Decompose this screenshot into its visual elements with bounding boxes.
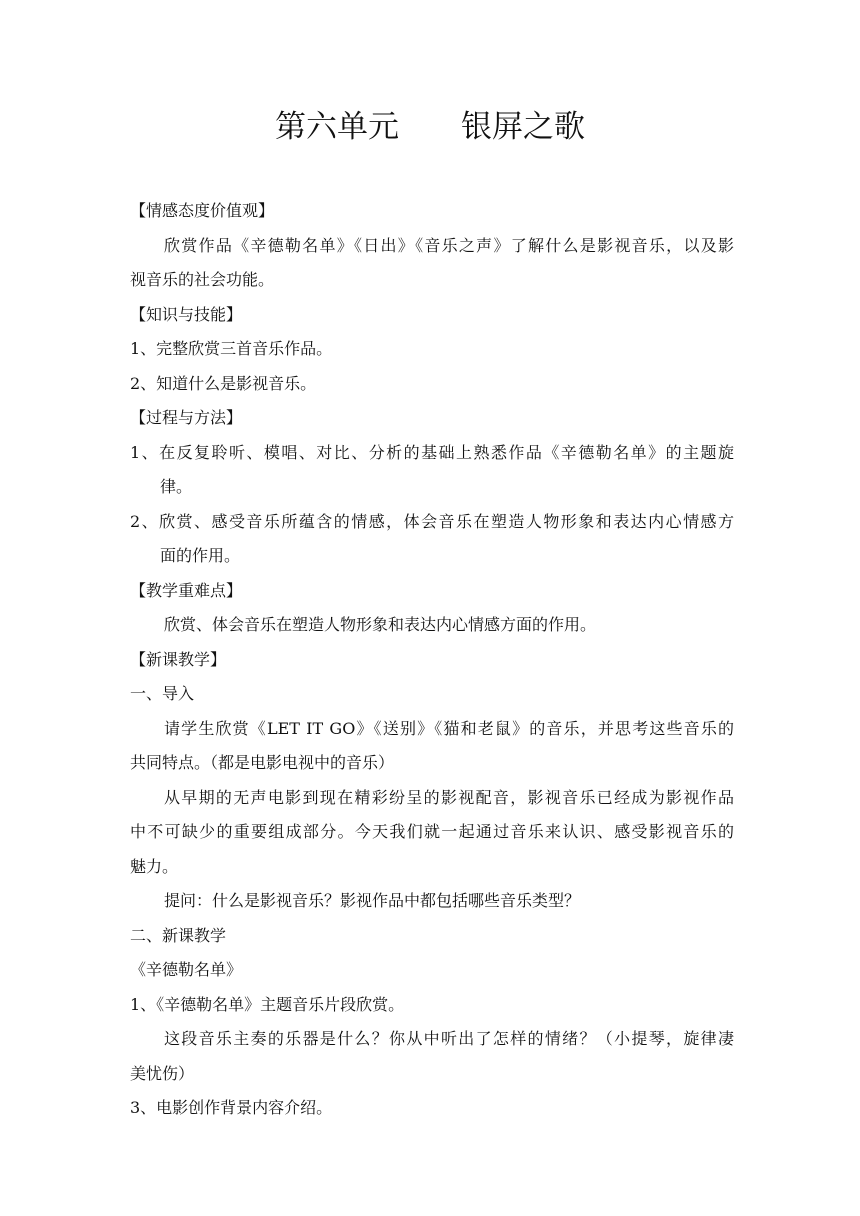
paragraph-line: 提问：什么是影视音乐？影视作品中都包括哪些音乐类型？	[164, 891, 581, 910]
paragraph-line: 美忧伤）	[130, 1063, 195, 1083]
paragraph-line: 从早期的无声电影到现在精彩纷呈的影视配音，影视音乐已经成为影视作品	[164, 787, 734, 807]
subsection-heading: 一、导入	[130, 684, 195, 703]
section-heading-key-points: 【教学重难点】	[130, 580, 243, 600]
list-item-continuation: 面的作用。	[160, 546, 241, 565]
list-item: 1、在反复聆听、模唱、对比、分析的基础上熟悉作品《辛德勒名单》的主题旋	[130, 442, 734, 462]
paragraph-line: 共同特点。（都是电影电视中的音乐）	[130, 753, 395, 772]
list-item: 2、欣赏、感受音乐所蕴含的情感，体会音乐在塑造人物形象和表达内心情感方	[130, 511, 734, 531]
section-heading-emotion: 【情感态度价值观】	[130, 201, 275, 220]
paragraph-line: 欣赏、体会音乐在塑造人物形象和表达内心情感方面的作用。	[164, 615, 597, 634]
paragraph-line: 中不可缺少的重要组成部分。今天我们就一起通过音乐来认识、感受影视音乐的	[130, 822, 734, 841]
document-body	[130, 194, 734, 1126]
paragraph-line: 视音乐的社会功能。	[130, 270, 275, 289]
paragraph-line: 魅力。	[130, 856, 179, 876]
subsection-heading: 二、新课教学	[130, 925, 227, 945]
work-title: 《辛德勒名单》	[130, 960, 243, 979]
title-topic: 银屏之歌	[461, 109, 585, 145]
paragraph-line: 这段音乐主奏的乐器是什么？你从中听出了怎样的情绪？（小提琴，旋律凄	[164, 1029, 734, 1048]
list-item-continuation: 律。	[160, 477, 193, 496]
section-heading-new-lesson: 【新课教学】	[130, 649, 227, 669]
list-item: 3、电影创作背景内容介绍。	[130, 1098, 333, 1117]
paragraph-line: 欣赏作品《辛德勒名单》《日出》《音乐之声》了解什么是影视音乐，以及影	[164, 235, 734, 255]
paragraph-line: 请学生欣赏《LET IT GO》《送别》《猫和老鼠》的音乐，并思考这些音乐的	[164, 718, 734, 738]
list-item: 1、完整欣赏三首音乐作品。	[130, 339, 333, 358]
section-heading-knowledge: 【知识与技能】	[130, 304, 243, 324]
title-unit: 第六单元	[275, 109, 399, 145]
document-title	[0, 104, 860, 150]
section-heading-process: 【过程与方法】	[130, 408, 243, 427]
list-item: 2、知道什么是影视音乐。	[130, 373, 317, 393]
list-item: 1、《辛德勒名单》主题音乐片段欣赏。	[130, 994, 405, 1014]
